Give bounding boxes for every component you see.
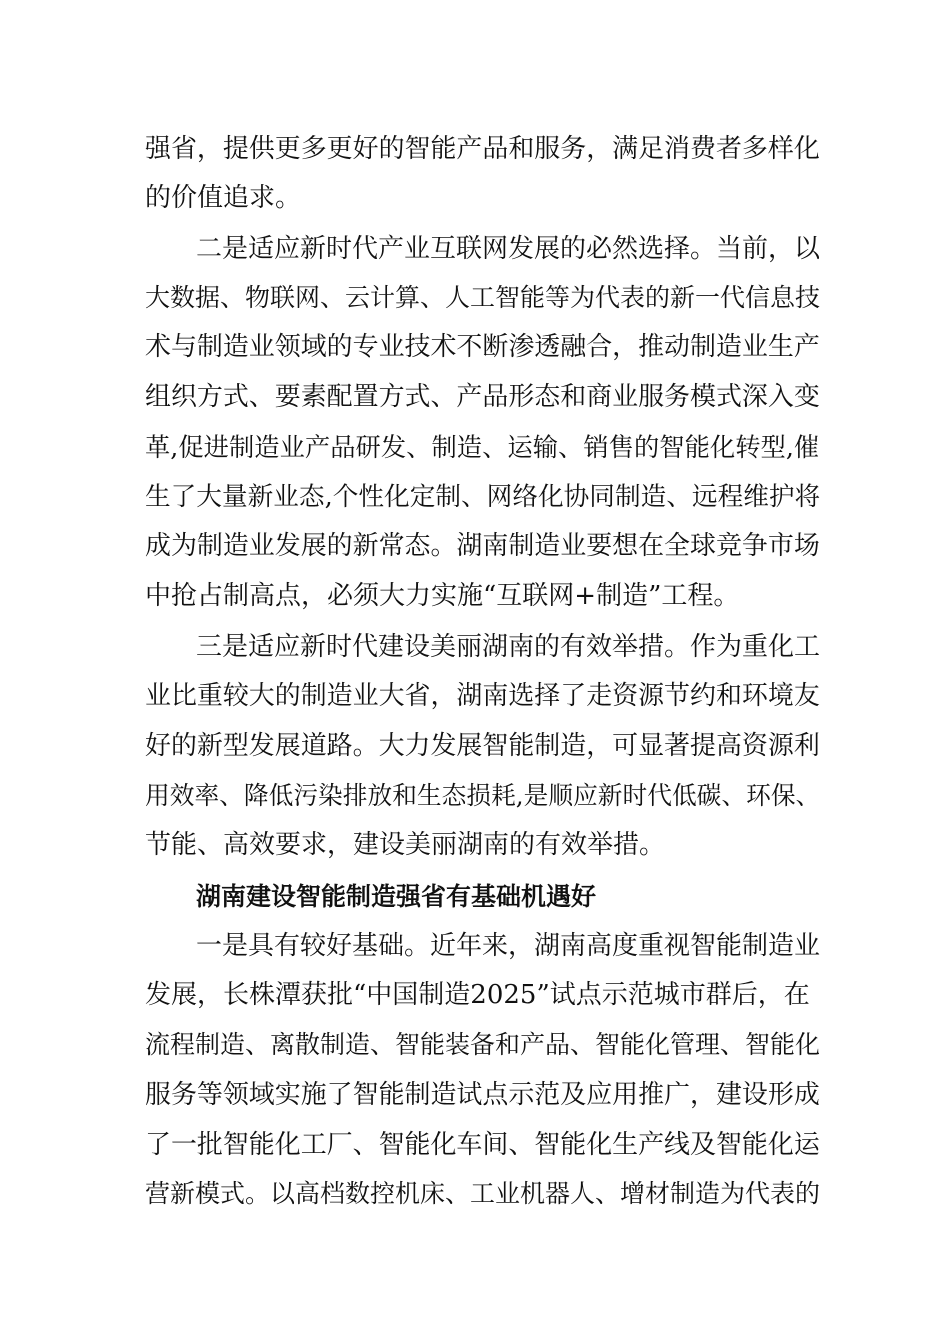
- text-line: 营新模式。以高档数控机床、工业机器人、增材制造为代表的: [145, 1179, 821, 1208]
- paragraph-start: 一是具有较好基础。近年来，湖南高度重视智能制造业: [196, 931, 821, 961]
- text-line: 成为制造业发展的新常态。湖南制造业要想在全球竞争市场: [145, 531, 820, 561]
- text-line: 强省，提供更多更好的智能产品和服务，满足消费者多样化: [145, 134, 820, 164]
- text-line: 革,促进制造业产品研发、制造、运输、销售的智能化转型,催: [145, 432, 820, 462]
- text-line: 大数据、物联网、云计算、人工智能等为代表的新一代信息技: [145, 283, 821, 312]
- text-line: 好的新型发展道路。大力发展智能制造，可显著提高资源利: [145, 731, 820, 761]
- text-line: 服务等领域实施了智能制造试点示范及应用推广，建设形成: [145, 1080, 820, 1110]
- text-line: 了一批智能化工厂、智能化车间、智能化生产线及智能化运: [145, 1130, 820, 1160]
- text-line: 术与制造业领域的专业技术不断渗透融合，推动制造业生产: [145, 332, 820, 362]
- text-line: 用效率、降低污染排放和生态损耗,是顺应新时代低碳、环保、: [145, 781, 821, 810]
- paragraph-start: 三是适应新时代建设美丽湖南的有效举措。作为重化工: [196, 632, 821, 662]
- text-line: 生了大量新业态,个性化定制、网络化协同制造、远程维护将: [145, 482, 821, 512]
- text-line: 组织方式、要素配置方式、产品形态和商业服务模式深入变: [145, 382, 820, 412]
- text-line: 发展，长株潭获批“中国制造2025”试点示范城市群后，在: [145, 980, 810, 1010]
- text-line: 流程制造、离散制造、智能装备和产品、智能化管理、智能化: [145, 1030, 821, 1059]
- paragraph-start: 二是适应新时代产业互联网发展的必然选择。当前，以: [196, 234, 821, 264]
- text-line: 节能、高效要求，建设美丽湖南的有效举措。: [145, 830, 666, 860]
- text-line: 中抢占制高点，必须大力实施“互联网+制造”工程。: [145, 581, 740, 611]
- text-line: 业比重较大的制造业大省，湖南选择了走资源节约和环境友: [145, 681, 820, 711]
- text-line: 的价值追求。: [145, 183, 302, 213]
- section-heading: 湖南建设智能制造强省有基础机遇好: [196, 882, 597, 911]
